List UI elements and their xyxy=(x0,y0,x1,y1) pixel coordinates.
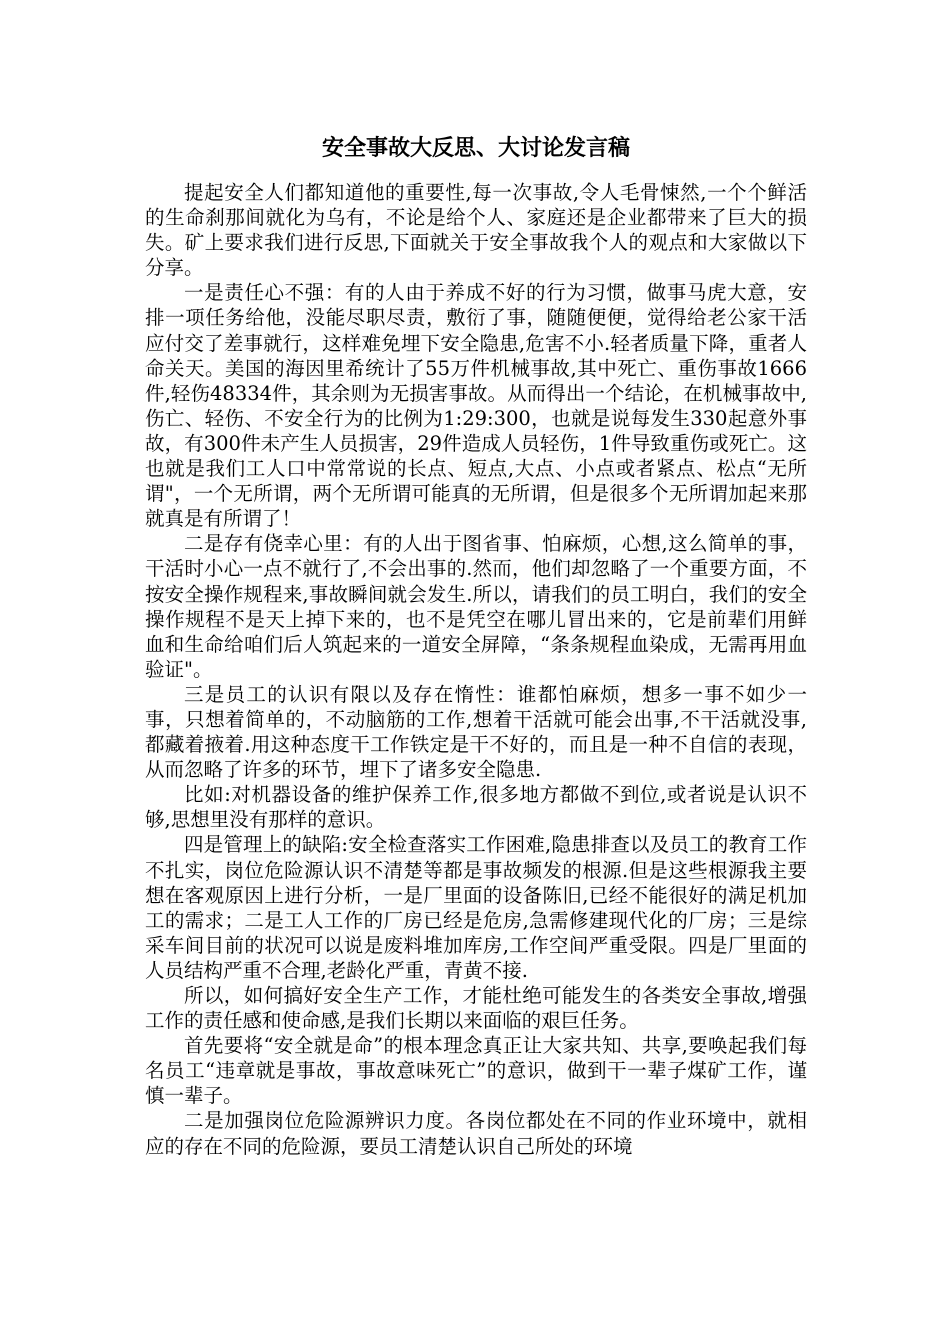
paragraph-responsibility: 一是责任心不强：有的人由于养成不好的行为习惯，做事马虎大意，安排一项任务给他，没能尽职尽责，敷衍了事，随随便便，觉得给老公家干活应付交了差事就行，这样难免埋下安全隐患,危害不小.轻者质量下降，重者人命关天。美国的海因里希统计了55万件机械事故,其中死亡、重伤事故1666件,轻伤48334件，其余则为无损害事故。从而得出一个结论，在机械事故中,伤亡、轻伤、不安全行为的比例为1:29:300，也就是说每发生330起意外事故，有300件未产生人员损害，29件造成人员轻伤，1件导致重伤或死亡。这也就是我们工人口中常常说的长点、短点,大点、小点或者紧点、松点“无所谓"，一个无所谓，两个无所谓可能真的无所谓，但是很多个无所谓加起来那就真是有所谓了！ xyxy=(145,281,807,531)
document-title: 安全事故大反思、大讨论发言稿 xyxy=(321,135,630,161)
paragraph-safety-concept: 首先要将“安全就是命”的根本理念真正让大家共知、共享,要唤起我们每名员工“违章就是事故，事故意味死亡”的意识，做到干一辈子煤矿工作，谨慎一辈子。 xyxy=(145,1034,807,1108)
document-page xyxy=(145,128,807,1159)
paragraph-task: 所以，如何搞好安全生产工作，才能杜绝可能发生的各类安全事故,增强工作的责任感和使命感,是我们长期以来面临的艰巨任务。 xyxy=(145,984,807,1033)
paragraph-example: 比如:对机器设备的维护保养工作,很多地方都做不到位,或者说是认识不够,思想里没有那样的意识。 xyxy=(145,783,807,832)
paragraph-luck-mentality: 二是存有侥幸心里：有的人出于图省事、怕麻烦，心想,这么简单的事，干活时小心一点不就行了,不会出事的.然而，他们却忽略了一个重要方面，不按安全操作规程来,事故瞬间就会发生.所以，请我们的员工明白，我们的安全操作规程不是天上掉下来的，也不是凭空在哪儿冒出来的，它是前辈们用鲜血和生命给咱们后人筑起来的一道安全屏障，“条条规程血染成，无需再用血验证"。 xyxy=(145,532,807,681)
paragraph-limited-awareness: 三是员工的认识有限以及存在惰性：谁都怕麻烦，想多一事不如少一事，只想着简单的，不动脑筋的工作,想着干活就可能会出事,不干活就没事,都藏着掖着.用这种态度干工作铁定是干不好的，而且是一种不自信的表现，从而忽略了许多的环节，埋下了诸多安全隐患. xyxy=(145,682,807,782)
paragraph-intro: 提起安全人们都知道他的重要性,每一次事故,令人毛骨悚然,一个个鲜活的生命刹那间就化为乌有，不论是给个人、家庭还是企业都带来了巨大的损失。矿上要求我们进行反思,下面就关于安全事故我个人的观点和大家做以下分享。 xyxy=(145,181,807,280)
paragraph-hazard-identification: 二是加强岗位危险源辨识力度。各岗位都处在不同的作业环境中，就相应的存在不同的危险源，要员工清楚认识自己所处的环境 xyxy=(145,1109,807,1158)
paragraph-management-defects: 四是管理上的缺陷:安全检查落实工作困难,隐患排查以及员工的教育工作不扎实，岗位危险源认识不清楚等都是事故频发的根源.但是这些根源我主要想在客观原因上进行分析，一是厂里面的设备陈旧,已经不能很好的满足机加工的需求；二是工人工作的厂房已经是危房,急需修建现代化的厂房；三是综采车间目前的状况可以说是废料堆加库房,工作空间严重受限。四是厂里面的人员结构严重不合理,老龄化严重，青黄不接. xyxy=(145,833,807,982)
